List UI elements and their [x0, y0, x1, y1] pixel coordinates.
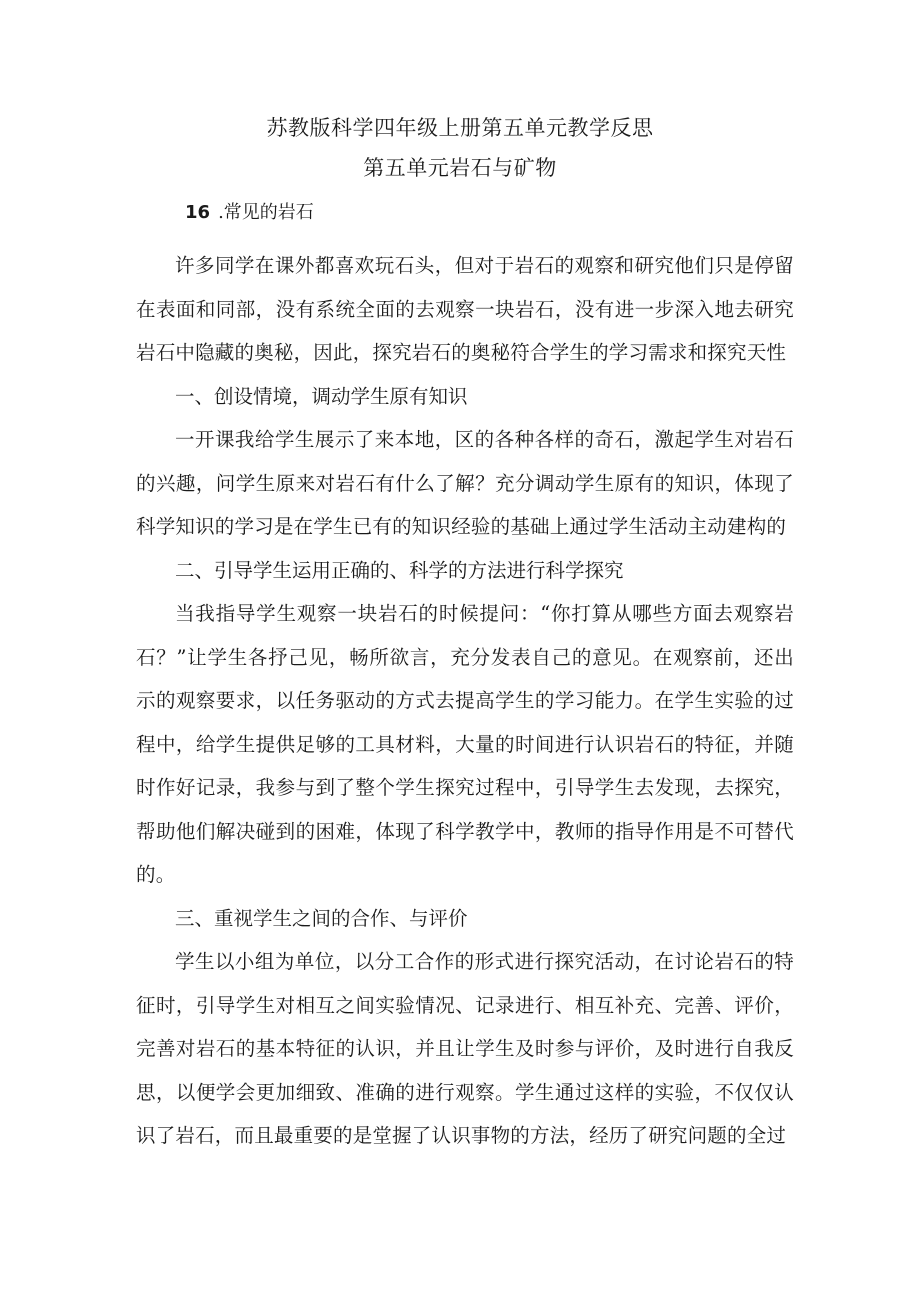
section-heading-3: 三、重视学生之间的合作、与评价: [175, 906, 468, 930]
unit-title: 第五单元岩石与矿物: [363, 156, 557, 180]
document-body: [136, 244, 794, 1158]
section-heading-1: 一、创设情境，调动学生原有知识: [175, 384, 468, 408]
lesson-title: .常见的岩石: [218, 202, 314, 223]
document-title: 苏教版科学四年级上册第五单元教学反思: [266, 116, 654, 140]
paragraph-1: 一开课我给学生展示了来本地，区的各种各样的奇石，激起学生对岩石的兴趣，问学生原来对岩石有什么了解？充分调动学生原有的知识，体现了科学知识的学习是在学生已有的知识经验的基础上通过学生活动主动建构的: [136, 428, 794, 538]
lesson-heading: [185, 198, 314, 228]
section-heading-2: 二、引导学生运用正确的、科学的方法进行科学探究: [175, 558, 624, 582]
paragraph-3: 学生以小组为单位，以分工合作的形式进行探究活动，在讨论岩石的特征时，引导学生对相互之间实验情况、记录进行、相互补充、完善、评价，完善对岩石的基本特征的认识，并且让学生及时参与评价，及时进行自我反思，以便学会更加细致、准确的进行观察。学生通过这样的实验，不仅仅认识了岩石，而且最重要的是堂握了认识事物的方法，经历了研究问题的全过: [136, 950, 794, 1147]
lesson-number: 16: [185, 202, 211, 223]
paragraph-intro: 许多同学在课外都喜欢玩石头，但对于岩石的观察和研究他们只是停留在表面和同部，没有系统全面的去观察一块岩石，没有进一步深入地去研究岩石中隐藏的奥秘，因此，探究岩石的奥秘符合学生的学习需求和探究天性: [136, 254, 794, 364]
paragraph-2: 当我指导学生观察一块岩石的时候提问：“你打算从哪些方面去观察岩石？”让学生各抒己见，畅所欲言，充分发表自己的意见。在观察前，还出示的观察要求，以任务驱动的方式去提高学生的学习能力。在学生实验的过程中，给学生提供足够的工具材料，大量的时间进行认识岩石的特征，并随时作好记录，我参与到了整个学生探究过程中，引导学生去发现，去探究，帮助他们解决碰到的困难，体现了科学教学中，教师的指导作用是不可替代的。: [136, 602, 794, 886]
